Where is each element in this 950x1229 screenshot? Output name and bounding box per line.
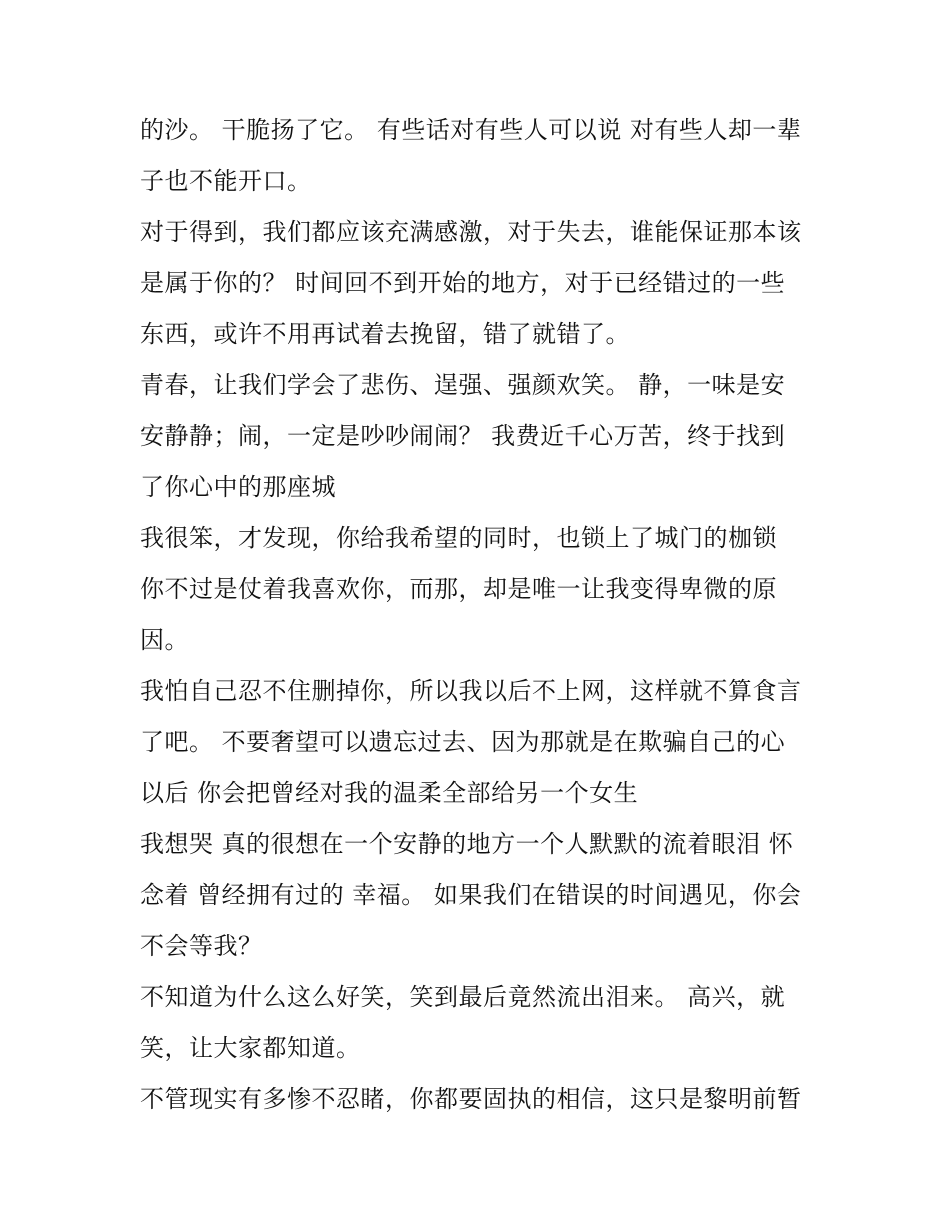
text-line: 你不过是仗着我喜欢你，而那，却是唯一让我变得卑微的原 — [140, 575, 777, 603]
text-line: 不管现实有多惨不忍睹，你都要固执的相信，这只是黎明前暂 — [140, 1085, 802, 1113]
text-line: 的沙。 干脆扬了它。 有些话对有些人可以说 对有些人却一辈 — [140, 116, 802, 144]
text-line: 我怕自己忍不住删掉你，所以我以后不上网，这样就不算食言 — [140, 677, 802, 705]
text-line: 不知道为什么这么好笑，笑到最后竟然流出泪来。 高兴，就 — [140, 983, 786, 1011]
text-line: 因。 — [140, 626, 189, 654]
text-line: 青春，让我们学会了悲伤、逞强、强颜欢笑。 静，一味是安 — [140, 371, 786, 399]
text-line: 了吧。 不要奢望可以遗忘过去、因为那就是在欺骗自己的心 — [140, 728, 786, 756]
text-line: 子也不能开口。 — [140, 167, 312, 195]
text-line: 东西，或许不用再试着去挽留，错了就错了。 — [140, 320, 630, 348]
text-line: 我很笨，才发现，你给我希望的同时，也锁上了城门的枷锁 — [140, 524, 777, 552]
text-line: 对于得到，我们都应该充满感激，对于失去，谁能保证那本该 — [140, 218, 802, 246]
text-line: 不会等我？ — [140, 932, 263, 960]
text-line: 我想哭 真的很想在一个安静的地方一个人默默的流着眼泪 怀 — [140, 830, 794, 858]
body-text — [140, 105, 820, 1125]
text-line: 念着 曾经拥有过的 幸福。 如果我们在错误的时间遇见，你会 — [140, 881, 802, 909]
text-line: 安静静；闹，一定是吵吵闹闹？ 我费近千心万苦，终于找到 — [140, 422, 786, 450]
text-line: 笑，让大家都知道。 — [140, 1034, 361, 1062]
text-line: 以后 你会把曾经对我的温柔全部给另一个女生 — [140, 779, 639, 807]
text-line: 了你心中的那座城 — [140, 473, 336, 501]
text-line: 是属于你的？ 时间回不到开始的地方，对于已经错过的一些 — [140, 269, 786, 297]
